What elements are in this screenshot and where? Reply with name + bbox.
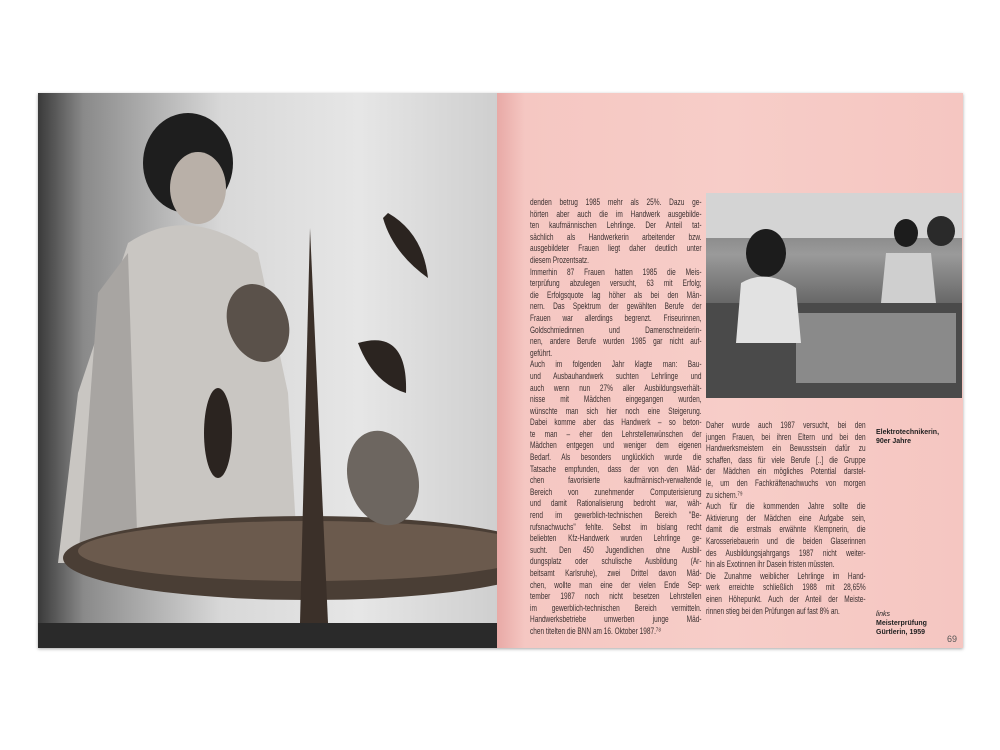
text-line: Goldschmiedinnen und Damenschneiderin- (530, 324, 702, 335)
paragraph (706, 571, 866, 617)
text-line: wünschte man sich hier noch eine Steigerung. (530, 405, 702, 416)
text-line: Mädchen entgegen und weniger dem eigenen (530, 440, 702, 451)
text-line: nern. Das Spektrum der gewählten Berufe der (530, 301, 702, 312)
text-line: rufsnachwuchs" fehlte. Selbst im bislang recht (530, 521, 702, 532)
paragraph (706, 420, 866, 501)
text-line: le, um den Fachkräftenachwuchs von morgen (706, 477, 866, 488)
text-line: ten kaufmännischen Lehrlinge. Der Anteil tat- (530, 220, 702, 231)
text-line: beliebten Kfz-Handwerk wurden Lehrlinge ge- (530, 533, 702, 544)
text-line: Frauen war allerdings begrenzt. Friseurinnen, (530, 312, 702, 323)
text-column-1 (530, 197, 702, 638)
photo-electrical-technician (706, 193, 962, 398)
text-line: schaffen, dass für viele Berufe [..] die Gruppe (706, 454, 866, 465)
caption-line: Meisterprüfung (876, 620, 927, 627)
text-column-2 (706, 420, 866, 617)
text-line: des Ausbildungsjahrgangs 1987 nicht weiter- (706, 547, 866, 558)
text-line: geführt. (530, 347, 553, 358)
paragraph (530, 197, 702, 267)
text-line: nisse mit Mädchen eingegangen wurden, (530, 394, 702, 405)
text-line: hörten aber auch die im Handwerk ausgebilde- (530, 208, 702, 219)
text-line: Handwerksbetriebe umwerben junge Mäd- (530, 614, 702, 625)
text-line: denden betrug 1985 mehr als 25%. Dazu ge- (530, 197, 702, 207)
text-line: der Mädchen ein mögliches Potential darstel- (706, 466, 866, 477)
caption-line: Gürtlerin, 1959 (876, 629, 926, 636)
text-line: Auch im folgenden Jahr klagte man: Bau- (530, 359, 702, 370)
text-line: chen, wollte man eine der vielen Ende Sep- (530, 579, 702, 590)
text-line: Immerhin 87 Frauen hatten 1985 die Meis- (530, 266, 702, 277)
caption-line: Elektrotechnikerin, (876, 429, 940, 436)
text-line: die Erfolgsquote lag höher als bei den Män- (530, 289, 702, 300)
caption-photo-left (876, 610, 927, 637)
text-line: te man – eher den Lehrstellenwünschen der (530, 428, 702, 439)
text-line: ausgebildeter Frauen liegt daher deutlich unter (530, 243, 702, 254)
text-line: und damit Rationalisierung bedroht war, wäh- (530, 498, 702, 509)
text-line: damit die erstmals erwähnte Klempnerin, die (706, 524, 866, 535)
text-line: Karosseriebauerin und die beiden Glaserinnen (706, 535, 866, 546)
book-spread (38, 93, 963, 648)
text-line: Die Zunahme weiblicher Lehrlinge im Hand- (706, 570, 866, 581)
text-line: Bereich von zunehmender Computerisierung (530, 486, 702, 497)
text-line: jungen Frauen, bei ihren Eltern und bei den (706, 431, 866, 442)
text-line: diesem Prozentsatz. (530, 254, 589, 265)
text-line: chen favorisierte kaufmännisch-verwaltende (530, 475, 702, 486)
text-line: tember 1987 noch nicht besetzen Lehrstellen (530, 591, 702, 602)
text-line: Bedarf. Als besonders unglücklich wurde die (530, 452, 702, 463)
page-number: 69 (946, 634, 957, 644)
text-line: rend im gewerblich-technischen Bereich "Be- (530, 510, 702, 521)
caption-photo-right (876, 428, 939, 446)
caption-line: 90er Jahre (876, 438, 912, 445)
text-line: nen, andere Berufe wurden 1985 gar nicht auf- (530, 336, 702, 347)
text-line: beitsamt Karlsruhe), zwei Drittel davon Mäd- (530, 568, 702, 578)
text-line: und Ausbauhandwerk suchten Lehrlinge und (530, 370, 702, 381)
paragraph (530, 267, 702, 360)
text-line: terprüfung abzulegen versucht, 63 mit Erfolg; (530, 278, 702, 289)
text-line: auch wenn nun 27% aller Ausbildungsverhält- (530, 382, 702, 393)
text-line: chen titelten die BNN am 16. Oktober 1987.⁷⁸ (530, 625, 661, 636)
text-line: sächlich als Handwerkerin arbeitender bzw. (530, 231, 702, 242)
text-line: werk erreichte schließlich 1988 mit 28,65% (706, 582, 866, 593)
caption-pointer: links (876, 611, 891, 618)
text-line: Daher wurde auch 1987 versucht, bei den (706, 420, 866, 430)
photo-goldsmith-woman-1959 (38, 93, 497, 648)
text-line: zu sichern.⁷⁹ (706, 489, 743, 500)
text-line: hin als Exotinnen ihr Dasein fristen müssten. (706, 559, 835, 570)
paragraph (706, 501, 866, 571)
text-line: sucht. Den 450 Jugendlichen ohne Ausbil- (530, 544, 702, 555)
text-line: dungsplatz oder schulische Ausbildung (Ar- (530, 556, 702, 567)
text-line: im gewerblich-technischen Bereich vermitteln. (530, 602, 702, 613)
text-line: einen Höhepunkt. Auch der Anteil der Meiste- (706, 593, 866, 604)
text-line: Handwerksmeistern ein Bewusstsein dafür zu (706, 443, 866, 454)
text-line: Tatsache empfunden, dass der von den Mäd- (530, 463, 702, 474)
right-page (497, 93, 963, 648)
text-line: Auch für die kommenden Jahre sollte die (706, 501, 866, 512)
text-line: Aktivierung der Mädchen eine Aufgabe sein, (706, 512, 866, 523)
paragraph (530, 359, 702, 637)
text-line: Dabei komme aber das Handwerk – so beton- (530, 417, 702, 428)
text-line: rinnen stieg bei den Prüfungen auf fast 8% an. (706, 605, 840, 616)
